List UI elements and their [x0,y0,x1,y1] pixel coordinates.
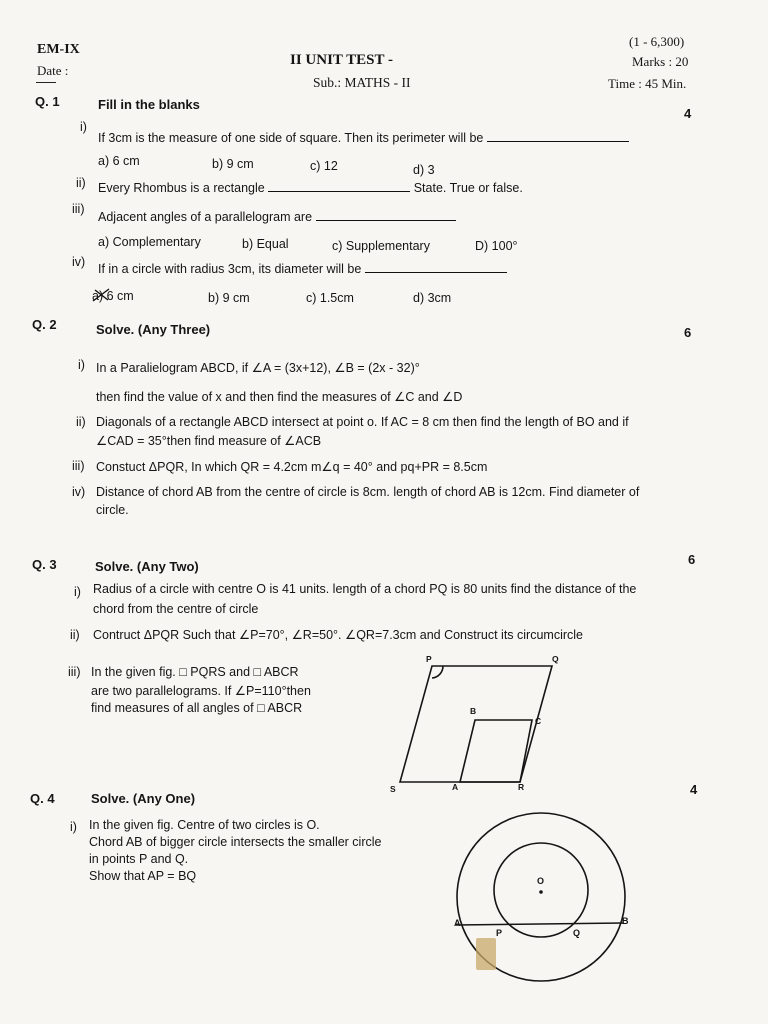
q4-i-line3: in points P and Q. [89,852,189,866]
q4-heading: Solve. (Any One) [91,791,196,806]
q3-number: Q. 3 [32,557,57,572]
label-q: Q [552,654,559,664]
q4-i-line1: In the given fig. Centre of two circles is O. [89,818,320,832]
label-c: C [535,716,542,726]
q2-iii-number: iii) [72,459,85,473]
parallelogram-pqrs [400,666,552,782]
q1-iv-question: If in a circle with radius 3cm, its diameter will be [98,262,362,276]
q3-iii-line3: find measures of all angles of □ ABCR [91,701,303,715]
label-p: P [426,654,432,664]
q2-iv-line1: Distance of chord AB from the centre of circle is 8cm. length of chord AB is 12cm. Find diameter of [96,485,640,499]
label-a: A [454,918,461,928]
label-r: R [518,782,525,792]
roll-range: (1 - 6,300) [629,34,685,49]
answer-blank [316,210,456,221]
strike-mark [91,286,113,304]
angle-p-arc [432,666,443,678]
q1-i-opt-d: d) 3 [413,163,435,177]
label-q: Q [573,928,581,938]
q3-i-line2: chord from the centre of circle [93,602,259,616]
q2-ii-line2: ∠CAD = 35°then find measure of ∠ACB [96,434,322,448]
q3-ii-line1: Contruct ΔPQR Such that ∠P=70°, ∠R=50°. ∠QR=7.3cm and Construct its circumcircle [93,628,583,642]
label-p: P [496,928,503,938]
q1-iii-opt-a: a) Complementary [98,235,201,249]
q1-number: Q. 1 [35,94,60,109]
thumb-shadow [476,938,496,970]
answer-blank [365,262,507,273]
q1-i-question: If 3cm is the measure of one side of square. Then its perimeter will be [98,131,484,145]
q1-i-opt-b: b) 9 cm [212,157,254,171]
q1-iv-number: iv) [72,255,86,269]
q1-iv-opt-a: a) 6 cm [92,289,134,303]
q1-ii-tail: State. True or false. [413,181,523,195]
centre-point [539,890,543,894]
q1-i-number: i) [80,120,87,134]
q1-iv-text [98,262,507,276]
q1-iii-opt-d: D) 100° [475,239,518,253]
q2-heading: Solve. (Any Three) [96,322,211,337]
q1-iii-opt-b: b) Equal [242,237,289,251]
q2-i-line1: In a Paralielogram ABCD, if ∠A = (3x+12), ∠B = (2x - 32)° [96,361,420,375]
q1-heading: Fill in the blanks [98,97,200,112]
label-b: B [470,706,477,716]
q2-iv-number: iv) [72,485,86,499]
q1-i-opt-c: c) 12 [310,159,338,173]
q1-iv-opt-c: c) 1.5cm [306,291,354,305]
q1-i-opt-a: a) 6 cm [98,154,140,168]
chord-ab [456,923,623,925]
test-title: II UNIT TEST - [290,52,393,68]
q4-number: Q. 4 [30,791,55,806]
q1-ii-text [98,181,523,195]
q3-iii-number: iii) [68,665,81,679]
label-a: A [452,782,459,792]
q2-i-number: i) [78,358,85,372]
q2-marks: 6 [684,325,692,340]
q1-iv-opt-b: b) 9 cm [208,291,250,305]
q2-iv-line2: circle. [96,503,129,517]
label-o: O [537,876,545,886]
q2-iii-line1: Constuct ΔPQR, In which QR = 4.2cm m∠q = 40° and pq+PR = 8.5cm [96,460,488,474]
q1-iii-number: iii) [72,202,85,216]
q4-i-number: i) [70,820,77,834]
label-s: S [390,784,396,794]
q3-heading: Solve. (Any Two) [95,559,199,574]
concentric-circles-figure [440,808,640,998]
date-label: Date : [37,63,69,78]
marks-total: Marks : 20 [632,54,689,69]
time-limit: Time : 45 Min. [608,76,687,91]
q1-iii-opt-c: c) Supplementary [332,239,430,253]
q1-iv-opt-d: d) 3cm [413,291,452,305]
q1-ii-number: ii) [76,176,86,190]
q1-ii-question: Every Rhombus is a rectangle [98,181,265,195]
q3-i-number: i) [74,585,81,599]
q1-marks: 4 [684,106,692,121]
q2-ii-line1: Diagonals of a rectangle ABCD intersect at point o. If AC = 8 cm then find the length of BO and if [96,415,629,429]
q4-i-line2: Chord AB of bigger circle intersects the smaller circle [89,835,382,849]
answer-blank [487,131,629,142]
q3-iii-line2: are two parallelograms. If ∠P=110°then [91,684,311,698]
q1-iii-text [98,210,456,224]
parallelogram-figure [380,650,570,800]
exam-code: EM-IX [37,42,80,57]
q3-marks: 6 [688,552,696,567]
q2-ii-number: ii) [76,415,86,429]
q2-number: Q. 2 [32,317,57,332]
q4-marks: 4 [690,782,698,797]
q1-i-text [98,131,629,145]
q3-ii-number: ii) [70,628,80,642]
subject: Sub.: MATHS - II [313,75,411,90]
answer-blank [268,181,410,192]
parallelogram-abcr [460,720,532,782]
date-underline [36,82,56,83]
q4-i-line4: Show that AP = BQ [89,869,197,883]
q2-i-line2: then find the value of x and then find the measures of ∠C and ∠D [96,390,463,404]
q3-iii-line1: In the given fig. □ PQRS and □ ABCR [91,665,299,679]
q1-iii-question: Adjacent angles of a parallelogram are [98,210,313,224]
q3-i-line1: Radius of a circle with centre O is 41 units. length of a chord PQ is 80 units find the distance of the [93,582,637,596]
label-b: B [622,916,629,926]
